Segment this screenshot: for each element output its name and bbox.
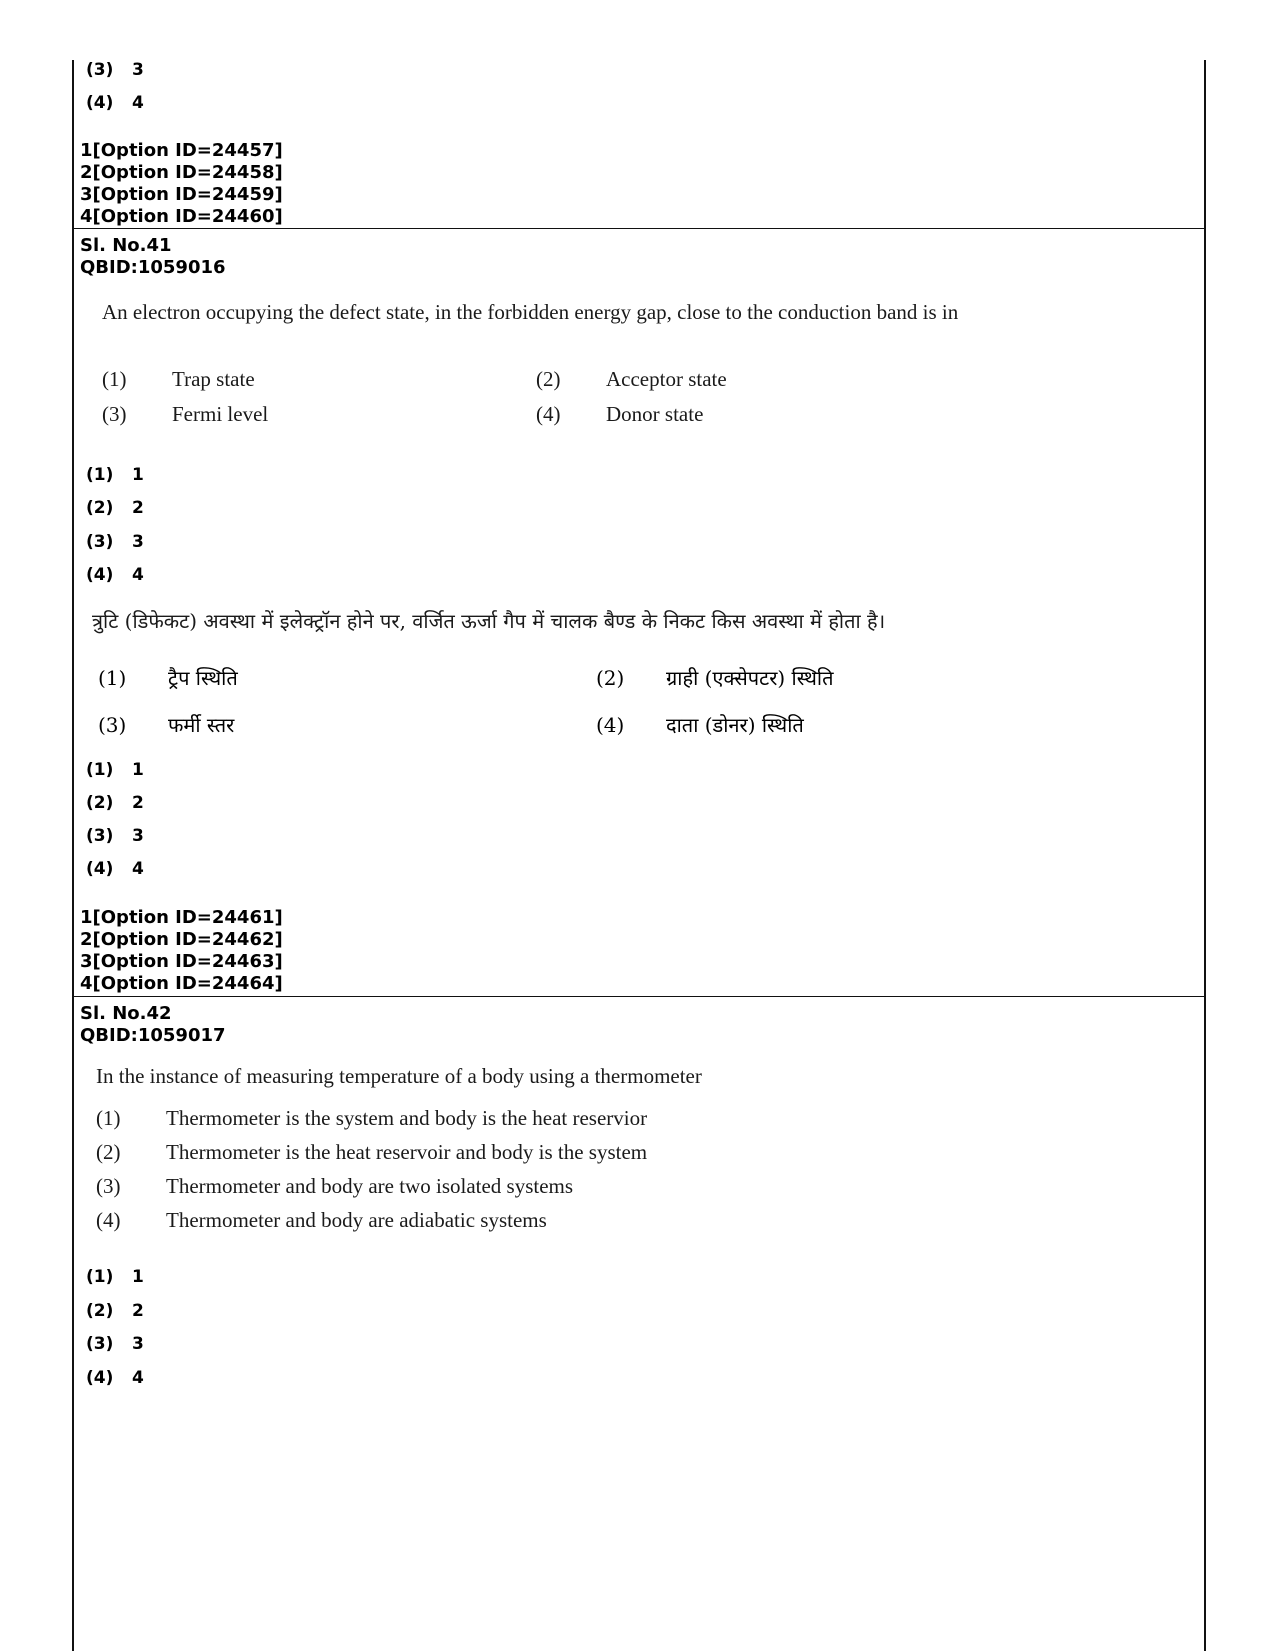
choice-value: 1: [132, 465, 144, 485]
option-number: (4): [536, 402, 561, 426]
choice-number: (2): [86, 1301, 114, 1321]
qbid: QBID:1059016: [80, 257, 226, 278]
choice-number: (1): [86, 760, 114, 780]
answer-option: [596, 711, 804, 738]
choice-row: [86, 1301, 144, 1321]
choice-number: (4): [86, 1368, 114, 1388]
answer-option: [98, 664, 238, 691]
choice-number: (1): [86, 1267, 114, 1287]
choice-row: [86, 760, 144, 780]
choice-number: (1): [86, 465, 114, 485]
section-divider: [74, 228, 1204, 229]
option-text: दाता (डोनर) स्थिति: [666, 713, 804, 737]
qbid: QBID:1059017: [80, 1025, 226, 1046]
choice-value: 1: [132, 1267, 144, 1287]
answer-option: [96, 1208, 547, 1233]
question-sheet: [72, 60, 1206, 1651]
option-text: Fermi level: [172, 402, 269, 426]
choice-number: (3): [86, 826, 114, 846]
choice-row: [86, 859, 144, 879]
option-id: 4[Option ID=24464]: [80, 973, 283, 994]
option-number: (2): [96, 1140, 121, 1164]
answer-option: [536, 367, 727, 392]
choice-number: (3): [86, 1334, 114, 1354]
option-id-list: [80, 907, 283, 995]
option-id: 2[Option ID=24458]: [80, 162, 283, 183]
answer-option: [596, 664, 833, 691]
choice-row: [86, 532, 144, 552]
choice-row: [86, 1267, 144, 1287]
choice-row: [86, 826, 144, 846]
answer-option: [96, 1106, 647, 1131]
answer-option: [96, 1140, 647, 1165]
option-text: Thermometer and body are two isolated systems: [166, 1174, 574, 1198]
option-text: Thermometer and body are adiabatic systems: [166, 1208, 547, 1232]
option-id: 1[Option ID=24461]: [80, 907, 283, 928]
option-id-list: [80, 140, 283, 228]
choice-value: 4: [132, 1368, 144, 1388]
choice-value: 3: [132, 60, 144, 80]
choice-value: 2: [132, 793, 144, 813]
choice-number: (3): [86, 60, 114, 80]
choice-row: [86, 1334, 144, 1354]
choice-number: (2): [86, 793, 114, 813]
option-text: ट्रैप स्थिति: [168, 666, 238, 690]
option-id: 3[Option ID=24459]: [80, 184, 283, 205]
choice-value: 4: [132, 93, 144, 113]
option-id: 3[Option ID=24463]: [80, 951, 283, 972]
choice-value: 4: [132, 565, 144, 585]
option-number: (1): [96, 1106, 121, 1130]
answer-option: [96, 1174, 573, 1199]
option-id: 1[Option ID=24457]: [80, 140, 283, 161]
section-divider: [74, 996, 1204, 997]
option-text: Trap state: [172, 367, 255, 391]
option-text: Thermometer is the system and body is the heat reservior: [166, 1106, 648, 1130]
choice-number: (3): [86, 532, 114, 552]
choice-value: 3: [132, 532, 144, 552]
option-number: (3): [98, 713, 127, 737]
answer-option: [98, 711, 234, 738]
choice-row: [86, 498, 144, 518]
choice-row: [86, 1368, 144, 1388]
option-id: 2[Option ID=24462]: [80, 929, 283, 950]
option-number: (1): [98, 666, 127, 690]
choice-value: 3: [132, 1334, 144, 1354]
choice-row: [86, 793, 144, 813]
option-text: फर्मी स्तर: [168, 713, 235, 737]
option-number: (4): [96, 1208, 121, 1232]
choice-row: [86, 93, 144, 113]
choice-row: [86, 60, 144, 80]
option-number: (2): [536, 367, 561, 391]
choice-row: [86, 465, 144, 485]
option-text: Acceptor state: [606, 367, 727, 391]
option-text: Thermometer is the heat reservoir and body is the system: [166, 1140, 648, 1164]
option-text: ग्राही (एक्सेपटर) स्थिति: [666, 666, 834, 690]
choice-value: 4: [132, 859, 144, 879]
question-stem: An electron occupying the defect state, in the forbidden energy gap, close to the conduction band is in: [102, 300, 959, 324]
question-header: [80, 1003, 226, 1047]
choice-number: (4): [86, 93, 114, 113]
choice-number: (4): [86, 565, 114, 585]
choice-number: (4): [86, 859, 114, 879]
answer-option: [102, 367, 255, 392]
option-number: (4): [596, 713, 625, 737]
option-number: (3): [102, 402, 127, 426]
question-stem: In the instance of measuring temperature of a body using a thermometer: [96, 1064, 702, 1088]
option-id: 4[Option ID=24460]: [80, 206, 283, 227]
choice-value: 2: [132, 498, 144, 518]
question-stem-hindi: त्रुटि (डिफेकट) अवस्था में इलेक्ट्रॉन होने पर, वर्जित ऊर्जा गैप में चालक बैण्ड के निकट किस अवस्था में होता है।: [92, 609, 886, 633]
choice-value: 1: [132, 760, 144, 780]
question-header: [80, 235, 226, 279]
serial-number: Sl. No.42: [80, 1003, 172, 1024]
option-number: (3): [96, 1174, 121, 1198]
option-number: (1): [102, 367, 127, 391]
option-number: (2): [596, 666, 625, 690]
choice-value: 2: [132, 1301, 144, 1321]
choice-row: [86, 565, 144, 585]
answer-option: [536, 402, 703, 427]
choice-value: 3: [132, 826, 144, 846]
answer-option: [102, 402, 268, 427]
choice-number: (2): [86, 498, 114, 518]
option-text: Donor state: [606, 402, 704, 426]
serial-number: Sl. No.41: [80, 235, 172, 256]
